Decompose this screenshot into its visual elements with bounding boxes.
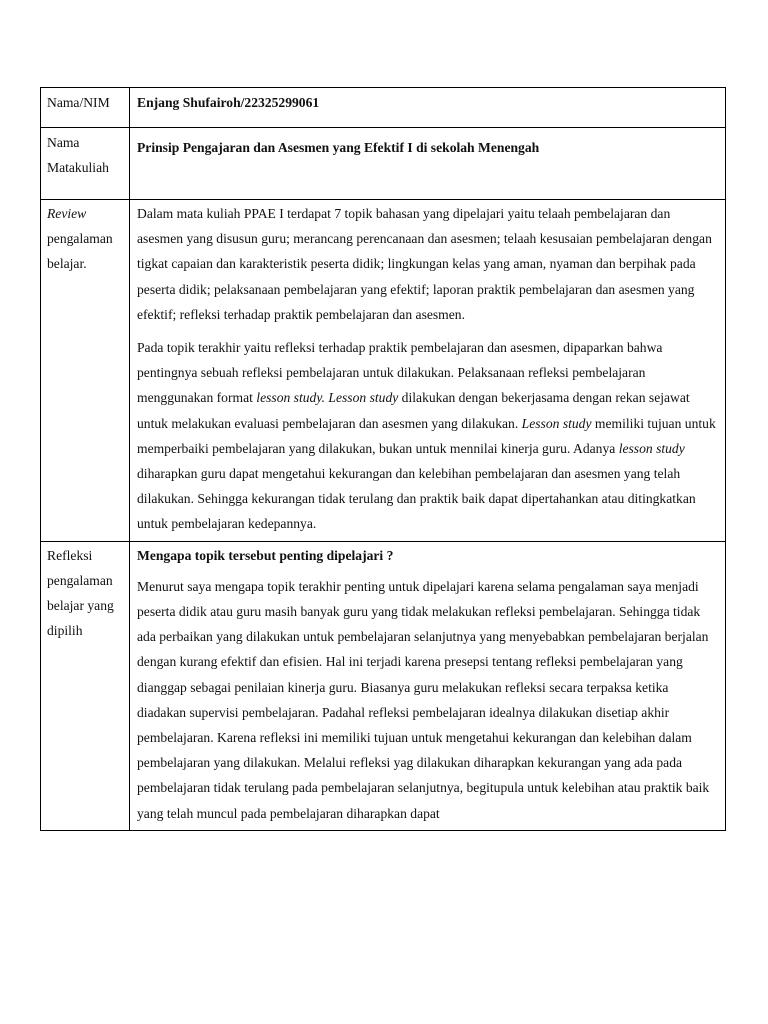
review-paragraph-1: Dalam mata kuliah PPAE I terdapat 7 topik bahasan yang dipelajari yaitu telaah pembelajaran dan asesmen yang disusun guru; merancang perencanaan dan asesmen; telaah kesusaian pembelajaran dengan tigkat capaian dan karakteristik peserta didik; lingkungan kelas yang aman, nyaman dan berpihak pada peserta didik; pelaksanaan pembelajaran yang efektif; laporan praktik pembelajaran dan asesmen yang efektif; refleksi terhadap praktik pembelajaran dan asesmen.: [137, 206, 712, 322]
value-name-nim: Enjang Shufairoh/22325299061: [130, 88, 726, 128]
review-p2-text-4: diharapkan guru dapat mengetahui kekurangan dan kelebihan pembelajaran dan asesmen yang telah dilakukan. Sehingga kekurangan tidak terulang dan praktik baik dapat dipertahankan atau ditingkatkan untuk pembelajaran kedepannya.: [137, 466, 696, 532]
label-review-rest: pengalaman belajar.: [47, 231, 113, 272]
review-p2-text-3: memiliki tujuan untuk memperbaiki pembelajaran yang dilakukan, bukan untuk mennilai kinerja guru. Adanya: [137, 415, 716, 456]
table-row-review: [41, 200, 726, 542]
review-paragraph-2: [137, 335, 717, 537]
review-p2-italic-1: lesson study. Lesson study: [256, 390, 399, 406]
label-reflection: Refleksi pengalaman belajar yang dipilih: [41, 541, 130, 830]
value-course-cell: [130, 128, 726, 200]
label-review: [41, 200, 130, 542]
value-course: Prinsip Pengajaran dan Asesmen yang Efektif I di sekolah Menengah: [137, 140, 540, 155]
label-course: Nama Matakuliah: [41, 128, 130, 200]
review-p2-italic-3: lesson study: [618, 440, 685, 456]
table-row-name-nim: [41, 88, 726, 128]
review-p2-text-1: Pada topik terakhir yaitu refleksi terhadap praktik pembelajaran dan asesmen, dipaparkan bahwa pentingnya sebuah refleksi pembelajaran untuk dilakukan. Pelaksanaan refleksi pembelajaran menggunakan format: [137, 340, 663, 406]
value-review: [130, 200, 726, 542]
reflection-table: [40, 87, 726, 831]
reflection-answer: Menurut saya mengapa topik terakhir penting untuk dipelajari karena selama pengalaman saya menjadi peserta didik atau guru masih banyak guru yang tidak melakukan refleksi pembelajaran. Sehingga tidak ada perbaikan yang dilakukan untuk pembelajaran selanjutnya yang menyebabkan pembelajaran berjalan dengan kurang efektif dan efisien. Hal ini terjadi karena presepsi tentang refleksi pembelajaran yang dianggap sebagai penilaian kinerja guru. Biasanya guru melakukan refleksi secara terpaksa ketika diadakan supervisi pembelajaran. Padahal refleksi pembelajaran idealnya dilakukan disetiap akhir pembelajaran. Karena refleksi ini memiliki tujuan untuk mengetahui kekurangan dan kelebihan dalam pembelajaran yang dilakukan. Melalui refleksi yag dilakukan diharapkan kekurangan yang ada pada pembelajaran tidak terulang pada pembelajaran selanjutnya, begitupula untuk kelebihan atau praktik baik yang telah muncul pada pembelajaran diharapkan dapat: [137, 578, 710, 821]
label-review-italic: Review: [47, 206, 87, 221]
reflection-question: Mengapa topik tersebut penting dipelajari ?: [137, 547, 394, 563]
table-row-course: [41, 128, 726, 200]
review-p2-text-2: dilakukan dengan bekerjasama dengan rekan sejawat untuk melakukan evaluasi pembelajaran dan asesmen yang dilakukan.: [137, 390, 690, 431]
table-row-reflection: [41, 541, 726, 830]
value-reflection: [130, 541, 726, 830]
label-name-nim: Nama/NIM: [41, 88, 130, 128]
review-p2-italic-2: Lesson study: [521, 415, 592, 431]
